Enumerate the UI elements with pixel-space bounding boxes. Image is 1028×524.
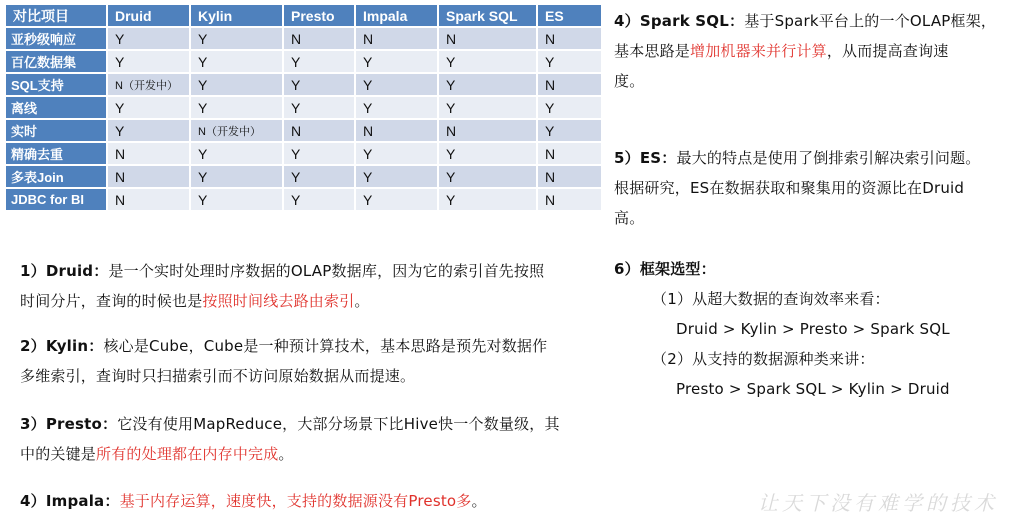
selection-title: 6）框架选型： <box>614 260 716 278</box>
cell-value: Y <box>363 76 373 93</box>
kylin-title: 2）Kylin： <box>20 337 104 355</box>
cell-value: Y <box>198 145 208 162</box>
table-cell <box>284 74 354 95</box>
table-header-row <box>6 5 601 26</box>
header-cell: Kylin <box>191 5 282 26</box>
table-cell <box>108 143 189 164</box>
cell-value: N（开发中） <box>198 126 261 138</box>
table-cell <box>108 189 189 210</box>
spark-line2: 基本思路是 <box>614 42 691 60</box>
cell-value: Y <box>115 53 125 70</box>
table-cell <box>284 28 354 49</box>
impala-description <box>20 486 487 516</box>
druid-line2-end: 。 <box>354 292 370 310</box>
cell-value: Y <box>198 53 208 70</box>
comparison-table <box>4 3 603 212</box>
cell-value: N <box>115 145 126 162</box>
header-cell: Presto <box>284 5 354 26</box>
presto-line1: 它没有使用MapReduce，大部分场景下比Hive快一个数量级，其 <box>117 415 560 433</box>
table-cell <box>191 74 282 95</box>
cell-value: N <box>446 30 457 47</box>
impala-title: 4）Impala： <box>20 492 120 510</box>
header-cell: 对比项目 <box>6 5 106 26</box>
table-cell <box>538 189 601 210</box>
row-header: 多表Join <box>6 166 106 187</box>
druid-line2: 时间分片，查询的时候也是 <box>20 292 203 310</box>
es-line1: 最大的特点是使用了倒排索引解决索引问题。 <box>676 149 981 167</box>
table-cell <box>439 120 536 141</box>
presto-highlight: 所有的处理都在内存中完成 <box>96 445 279 463</box>
cell-value: N <box>363 122 374 139</box>
table-cell <box>108 120 189 141</box>
cell-value: Y <box>198 191 208 208</box>
row-header: 亚秒级响应 <box>6 28 106 49</box>
cell-value: Y <box>363 191 373 208</box>
table-cell <box>191 189 282 210</box>
table-cell <box>538 120 601 141</box>
table-cell <box>439 189 536 210</box>
row-header: 离线 <box>6 97 106 118</box>
table-cell <box>108 166 189 187</box>
table-cell <box>538 166 601 187</box>
cell-value: Y <box>446 99 456 116</box>
kylin-description <box>20 331 547 391</box>
cell-value: Y <box>198 76 208 93</box>
cell-value: Y <box>363 168 373 185</box>
spark-description <box>614 6 996 96</box>
kylin-line2: 多维索引，查询时只扫描索引而不访问原始数据从而提速。 <box>20 367 416 385</box>
impala-highlight: 基于内存运算，速度快，支持的数据源没有Presto多 <box>119 492 472 510</box>
presto-line2: 中的关键是 <box>20 445 97 463</box>
cell-value: Y <box>198 168 208 185</box>
selection-criterion-1: （1）从超大数据的查询效率来看： <box>652 290 890 308</box>
table-cell <box>356 120 437 141</box>
cell-value: N <box>545 168 556 185</box>
selection-criterion-2: （2）从支持的数据源种类来讲： <box>652 350 875 368</box>
presto-line2-end: 。 <box>278 445 294 463</box>
row-header: 精确去重 <box>6 143 106 164</box>
cell-value: Y <box>446 145 456 162</box>
impala-end: 。 <box>471 492 487 510</box>
header-cell: ES <box>538 5 601 26</box>
druid-line1: 是一个实时处理时序数据的OLAP数据库，因为它的索引首先按照 <box>108 262 545 280</box>
table-cell <box>356 28 437 49</box>
table-cell <box>284 97 354 118</box>
spark-line1: 基于Spark平台上的一个OLAP框架， <box>744 12 997 30</box>
table-cell <box>538 28 601 49</box>
table-cell <box>191 28 282 49</box>
table-row <box>6 74 601 95</box>
table-cell <box>538 97 601 118</box>
cell-value: Y <box>198 99 208 116</box>
selection-ranking-2: Presto > Spark SQL > Kylin > Druid <box>676 380 950 398</box>
spark-line2-end: ，从而提高查询速 <box>826 42 949 60</box>
cell-value: Y <box>363 145 373 162</box>
table-cell <box>356 97 437 118</box>
cell-value: Y <box>198 30 208 47</box>
table-cell <box>538 51 601 72</box>
table-cell <box>284 51 354 72</box>
table-cell <box>284 120 354 141</box>
cell-value: N <box>545 191 556 208</box>
cell-value: Y <box>291 168 301 185</box>
table-cell <box>439 166 536 187</box>
table-cell <box>439 51 536 72</box>
table-row <box>6 189 601 210</box>
cell-value: Y <box>363 99 373 116</box>
table-row <box>6 28 601 49</box>
cell-value: N <box>545 30 556 47</box>
es-description <box>614 143 981 233</box>
table-cell <box>191 51 282 72</box>
table-cell <box>356 189 437 210</box>
row-header: SQL支持 <box>6 74 106 95</box>
kylin-line1: 核心是Cube，Cube是一种预计算技术，基本思路是预先对数据作 <box>103 337 548 355</box>
cell-value: Y <box>115 122 125 139</box>
cell-value: N <box>545 145 556 162</box>
table-row <box>6 166 601 187</box>
table-cell <box>108 97 189 118</box>
es-title: 5）ES： <box>614 149 677 167</box>
cell-value: N <box>115 168 126 185</box>
table-cell <box>439 28 536 49</box>
cell-value: Y <box>446 191 456 208</box>
cell-value: Y <box>291 53 301 70</box>
es-line3: 高。 <box>614 209 645 227</box>
cell-value: Y <box>291 145 301 162</box>
spark-highlight: 增加机器来并行计算 <box>690 42 827 60</box>
cell-value: Y <box>446 76 456 93</box>
table-cell <box>108 74 189 95</box>
selection-ranking-1: Druid > Kylin > Presto > Spark SQL <box>676 320 950 338</box>
cell-value: Y <box>363 53 373 70</box>
table-cell <box>284 143 354 164</box>
cell-value: N <box>291 30 302 47</box>
table-row <box>6 120 601 141</box>
cell-value: N <box>291 122 302 139</box>
header-cell: Druid <box>108 5 189 26</box>
table-cell <box>356 51 437 72</box>
watermark: 让天下没有难学的技术 <box>758 491 998 515</box>
druid-highlight: 按照时间线去路由索引 <box>202 292 355 310</box>
table-cell <box>356 143 437 164</box>
header-cell: Impala <box>356 5 437 26</box>
table-cell <box>191 120 282 141</box>
row-header: 实时 <box>6 120 106 141</box>
table-cell <box>356 74 437 95</box>
table-cell <box>439 97 536 118</box>
cell-value: N <box>363 30 374 47</box>
cell-value: Y <box>115 99 125 116</box>
cell-value: Y <box>291 99 301 116</box>
framework-selection <box>614 254 950 404</box>
cell-value: Y <box>115 30 125 47</box>
cell-value: N <box>446 122 457 139</box>
cell-value: N <box>115 191 126 208</box>
table-cell <box>356 166 437 187</box>
header-cell: Spark SQL <box>439 5 536 26</box>
cell-value: Y <box>446 53 456 70</box>
table-cell <box>191 143 282 164</box>
row-header: JDBC for BI <box>6 189 106 210</box>
table-cell <box>108 28 189 49</box>
spark-title: 4）Spark SQL： <box>614 12 745 30</box>
table-row <box>6 51 601 72</box>
spark-line3: 度。 <box>614 72 645 90</box>
table-cell <box>538 143 601 164</box>
es-line2: 根据研究，ES在数据获取和聚集用的资源比在Druid <box>614 179 965 197</box>
cell-value: Y <box>545 122 555 139</box>
cell-value: Y <box>291 76 301 93</box>
cell-value: Y <box>291 191 301 208</box>
druid-title: 1）Druid： <box>20 262 109 280</box>
table-cell <box>108 51 189 72</box>
cell-value: Y <box>545 53 555 70</box>
row-header: 百亿数据集 <box>6 51 106 72</box>
table-row <box>6 143 601 164</box>
table-cell <box>439 74 536 95</box>
table-cell <box>439 143 536 164</box>
cell-value: N（开发中） <box>115 80 178 92</box>
table-row <box>6 97 601 118</box>
table-cell <box>284 166 354 187</box>
cell-value: N <box>545 76 556 93</box>
table-cell <box>191 97 282 118</box>
cell-value: Y <box>545 99 555 116</box>
table-cell <box>538 74 601 95</box>
table-cell <box>191 166 282 187</box>
cell-value: Y <box>446 168 456 185</box>
druid-description <box>20 256 544 316</box>
presto-title: 3）Presto： <box>20 415 118 433</box>
table-cell <box>284 189 354 210</box>
presto-description <box>20 409 560 469</box>
